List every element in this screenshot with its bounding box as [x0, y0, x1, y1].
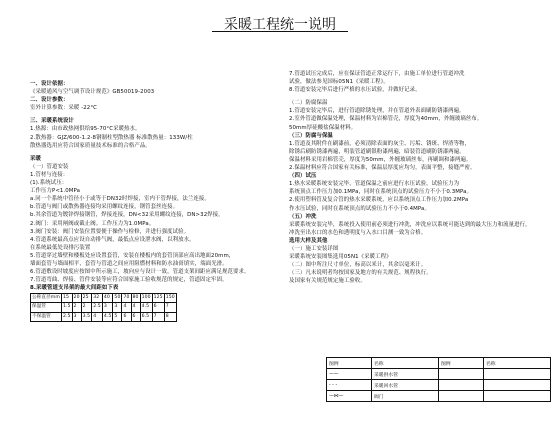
- paragraph-line: 采暖系统安装完毕，系统投入使用前必须进行冲洗，冲洗应以系统可能达到的最大压力和流量进行，: [289, 221, 531, 228]
- table-cell: 不保温管: [31, 312, 62, 321]
- paragraph-line: (1).系统试压：: [30, 180, 68, 187]
- legend-header-cell: 名称: [372, 358, 439, 369]
- table-cell: 2.5: [92, 303, 103, 312]
- legend-header-cell: 名称: [484, 358, 551, 369]
- legend-cell: [484, 380, 551, 391]
- legend-row: [327, 380, 551, 391]
- paragraph-line: 5.管道穿过墙壁和楼板处应设置套管，安装在楼板内的套管顶部应高出地面20mm，: [30, 252, 235, 259]
- paragraph-line: 墙面套管与墙面相平，套管与管道之间应用阻燃材料和防水油膏填实，端面光滑。: [30, 260, 228, 267]
- table-cell: 3: [102, 303, 113, 312]
- legend-header-row: [327, 358, 551, 369]
- paragraph-line: 1.管材与连接：: [30, 171, 69, 178]
- paragraph-line: 散热器选用应符合国家质量技术标准的合格产品。: [30, 142, 151, 149]
- paragraph-line: 50mm厚硅酸盐保温材料。: [289, 124, 357, 131]
- table-cell: 32: [92, 294, 103, 303]
- table-row: [31, 294, 177, 303]
- legend-cell: [484, 391, 551, 402]
- table-cell: 8: [164, 312, 176, 321]
- legend-cell: [439, 380, 484, 391]
- table-cell: 保温管: [31, 303, 62, 312]
- table-cell: 4.5: [140, 303, 152, 312]
- table-cell: 4.5: [102, 312, 113, 321]
- table-cell: 2.5: [61, 312, 72, 321]
- table-cell: 6: [152, 303, 164, 312]
- table-cell: 70: [122, 294, 131, 303]
- paragraph-line: （一）管道安装: [30, 163, 69, 170]
- paragraph-line: 保温材料采用岩棉管壳，厚度为50mm，外缠玻璃丝布，再刷调和漆两遍。: [289, 156, 472, 163]
- paragraph-line: 工作压力P<1.0MPa: [30, 188, 81, 195]
- legend-table: [326, 357, 551, 402]
- table-row: [31, 303, 177, 312]
- paragraph-line: 冲洗至出水口的水色和透明度与入水口目测一致为合格。: [289, 229, 427, 236]
- paragraph-line: （二）防腐保温: [289, 100, 328, 107]
- paragraph-line: （二）图中所注尺寸单位，标高以米计，其余以毫米计。: [289, 262, 427, 269]
- table-cell: 4: [131, 303, 140, 312]
- section-heading: 二、设计参数：: [30, 97, 69, 104]
- legend-row: [327, 369, 551, 380]
- section-heading: 采暖: [30, 155, 41, 162]
- table-cell: 40: [102, 294, 113, 303]
- legend-cell: 阀门: [372, 391, 439, 402]
- pipe-support-table: [30, 293, 177, 321]
- legend-cell: [439, 391, 484, 402]
- paragraph-line: 8.管道安装完毕后进行严格的水压试验，并做好记录。: [289, 87, 421, 94]
- paragraph-line: 在系统最低处设排污装置: [30, 244, 91, 251]
- legend-row: [327, 391, 551, 402]
- table-cell: 2: [81, 303, 92, 312]
- table-cell: 4: [92, 312, 103, 321]
- paragraph-line: （一）施工安装详图: [289, 245, 339, 252]
- section-heading: 选用大样及其他: [289, 237, 328, 244]
- paragraph-line: 2.室外管道做保温处理，保温材料为岩棉管壳，厚度为40mm，外缠玻璃丝布。: [289, 116, 483, 123]
- table-cell: 80: [131, 294, 140, 303]
- table-cell: 2: [72, 303, 81, 312]
- paragraph-line: 作水压试验，同时在系统顶点的试验压力不小于0.4MPa。: [289, 205, 430, 212]
- table-cell: 100: [140, 294, 152, 303]
- section-heading: 三、采暖系统设计: [30, 118, 74, 125]
- table-cell: 6.5: [140, 312, 152, 321]
- table-cell: 3: [113, 303, 122, 312]
- paragraph-line: 室外计算参数：采暖 -22°C: [30, 105, 97, 112]
- paragraph-line: 2.保温材料应符合国家有关标准，保温层厚度应均匀，表面平整，接缝严密。: [289, 165, 476, 172]
- paragraph-line: 6.管道敷设时坡度应按图中所示施工，坡向应与设计一致，管道支架间距应满足规范要求。: [30, 269, 250, 276]
- legend-cell: 采暖供水管: [372, 369, 439, 380]
- section-heading: （四）试压: [289, 173, 317, 180]
- paragraph-line: 4.管道系统最高点应设自动排气阀，最低点应设泄水阀，以利放水。: [30, 236, 195, 243]
- legend-cell: —⋈—: [327, 391, 372, 402]
- paragraph-line: 试验，做法参见国标05N1《采暖工程》。: [289, 79, 389, 86]
- paragraph-line: 1.热水采暖系统安装完毕，管道保温之前应进行水压试验，试验压力为: [289, 181, 460, 188]
- legend-header-cell: 图例: [327, 358, 372, 369]
- legend-cell: 采暖回水管: [372, 380, 439, 391]
- table-cell: 15: [61, 294, 72, 303]
- legend-cell: [484, 369, 551, 380]
- section-heading: （三）防腐与保温: [289, 132, 333, 139]
- paragraph-line: b.其余管道为镀锌焊接钢管，焊接连接，DN<32采用螺纹连接，DN>32焊接。: [30, 212, 224, 219]
- paragraph-line: b.管道与阀门或散热器连接均采用螺纹连接，钢管套丝连接。: [30, 204, 179, 211]
- table-cell: 5: [113, 312, 122, 321]
- section-heading: 一、设计依据：: [30, 81, 69, 87]
- table-cell: 25: [81, 294, 92, 303]
- legend-cell: ——: [327, 369, 372, 380]
- paragraph-line: 系统顶点工作压力加0.1MPa，同时在系统顶点的试验压力不小于0.3MPa。: [289, 189, 473, 196]
- table-cell: 3: [72, 312, 81, 321]
- table-cell: 7: [164, 303, 176, 312]
- paragraph-line: 7.管道弯曲、焊接、管件安装等应符合国家施工验收规范的规定，管道固定牢固。: [30, 277, 228, 284]
- paragraph-line: 2.散热器：GJZ/600-1.2-8钢制柱型散热器 标准散热量：133W/柱: [30, 134, 193, 141]
- table-row: [31, 312, 177, 321]
- table-cell: 125: [152, 294, 164, 303]
- right-column: [289, 70, 539, 285]
- paragraph-line: 采暖系统安装图集选用05N1《采暖工程》: [289, 254, 392, 261]
- paragraph-line: 2.使用塑料管及复合管的热水采暖系统，应以系统顶点工作压力加0.2MPa: [289, 197, 469, 204]
- table-cell: 1.5: [61, 303, 72, 312]
- paragraph-line: 及国家有关规范规定施工验收。: [289, 278, 366, 285]
- paragraph-line: 《采暖通风与空气调节设计规范》GB50019-2003: [30, 89, 155, 96]
- legend-header-cell: 图例: [439, 358, 484, 369]
- left-column: [30, 80, 280, 322]
- table-cell: 20: [72, 294, 81, 303]
- table-cell: 公称直径mm: [31, 294, 62, 303]
- table-cell: 4: [122, 303, 131, 312]
- paragraph-line: 2.阀门：采用闸阀或截止阀。工作压力为1.0MPa。: [30, 220, 155, 227]
- paragraph-line: 1.管道及其附件在刷漆前，必须清除表面的灰尘、污垢、锈斑、焊渣等物，: [289, 140, 471, 147]
- legend-cell: - - -: [327, 380, 372, 391]
- paragraph-line: 1.管道安装完毕后，进行管道除锈处理，并在管道外表面刷防锈漆两遍。: [289, 108, 465, 115]
- table-cell: 150: [164, 294, 176, 303]
- section-heading: （五）冲洗: [289, 213, 317, 220]
- paragraph-line: 除锈后刷防锈漆两遍，明装管道刷银粉漆两遍，暗装管道刷防锈漆两遍。: [289, 148, 465, 155]
- table-cell: 7: [152, 312, 164, 321]
- paragraph-line: （三）凡未说明者均按国家及地方的有关规范、规程执行。: [289, 270, 432, 277]
- section-heading: 8.采暖管道支吊架的最大间距如下表: [30, 285, 119, 292]
- page-title: 采暖工程统一说明: [224, 17, 336, 33]
- table-cell: 6: [122, 312, 131, 321]
- table-cell: 6: [131, 312, 140, 321]
- paragraph-line: 1.热源：由市政热网供给95-70°C采暖热水。: [30, 126, 141, 133]
- table-cell: 3.5: [81, 312, 92, 321]
- legend-cell: [439, 369, 484, 380]
- paragraph-line: 3.阀门安装：阀门安装位置要便于操作与检修，并进行强度试验。: [30, 228, 190, 235]
- title-underline: [212, 31, 348, 32]
- paragraph-line: a.同一个系统中管径小于或等于DN32时焊接，室内干管焊接，法兰连接。: [30, 196, 210, 203]
- table-cell: 50: [113, 294, 122, 303]
- paragraph-line: 7.管道试压完成后，应在保证管道正常运行下，由施工单位进行管道冲洗: [289, 71, 465, 77]
